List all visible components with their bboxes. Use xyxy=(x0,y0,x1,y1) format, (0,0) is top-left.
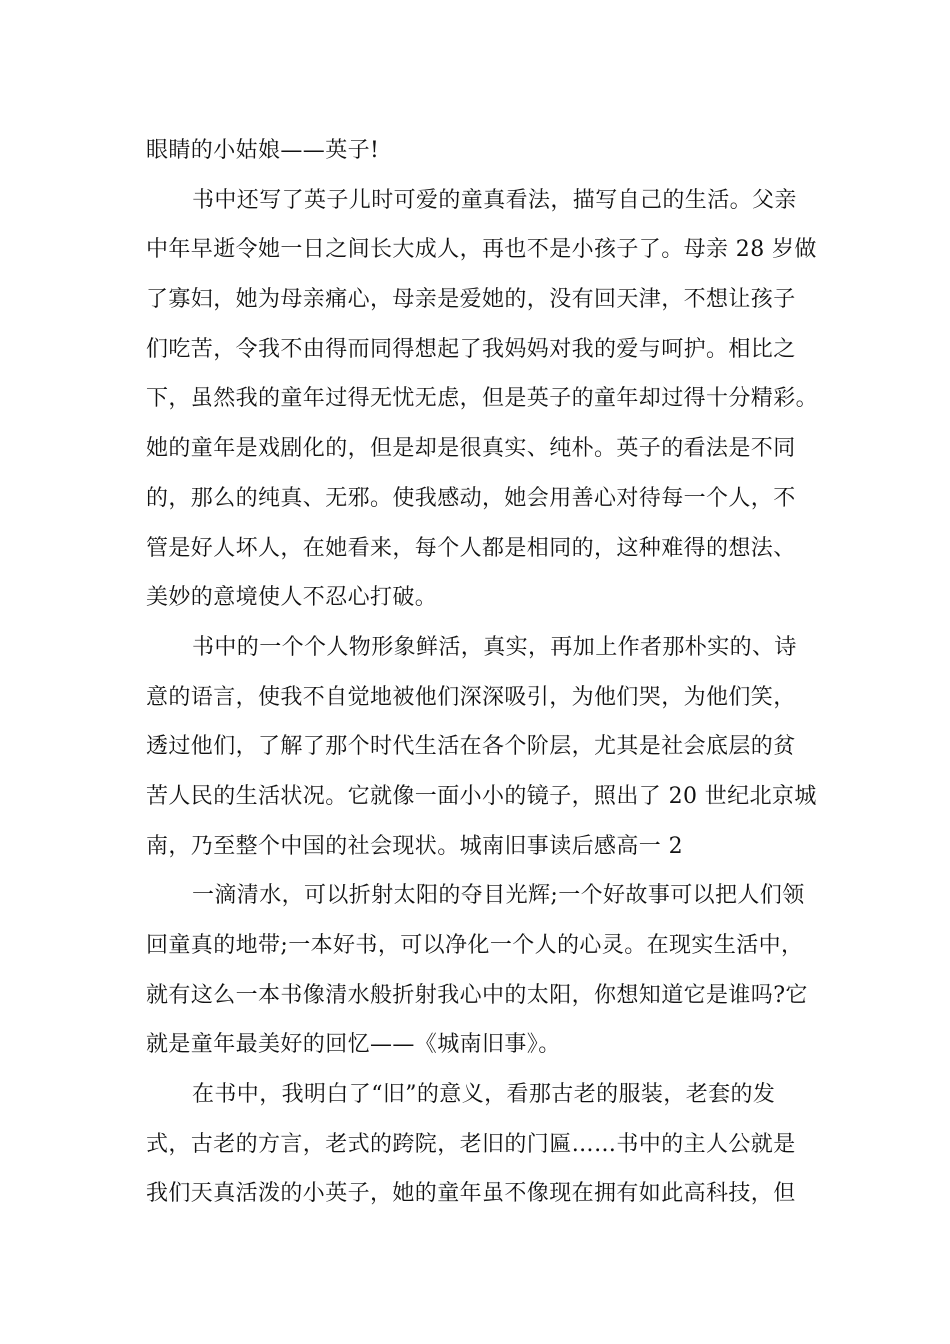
text-line: 南，乃至整个中国的社会现状。城南旧事读后感高一 2 xyxy=(146,833,683,859)
text-line: 了寡妇，她为母亲痛心，母亲是爱她的，没有回天津，不想让孩子 xyxy=(146,287,796,313)
text-line: 一滴清水，可以折射太阳的夺目光辉;一个好故事可以把人们领 xyxy=(192,883,805,909)
text-line: 美妙的意境使人不忍心打破。 xyxy=(146,585,438,611)
text-line: 在书中，我明白了“旧”的意义，看那古老的服装，老套的发 xyxy=(192,1082,776,1108)
text-line: 们吃苦，令我不由得而同得想起了我妈妈对我的爱与呵护。相比之 xyxy=(146,336,796,362)
text-line: 就是童年最美好的回忆——《城南旧事》。 xyxy=(146,1032,561,1058)
text-line: 就有这么一本书像清水般折射我心中的太阳，你想知道它是谁吗?它 xyxy=(146,982,808,1008)
text-line: 下，虽然我的童年过得无忧无虑，但是英子的童年却过得十分精彩。 xyxy=(146,386,819,412)
text-line: 透过他们，了解了那个时代生活在各个阶层，尤其是社会底层的贫 xyxy=(146,734,796,760)
text-line: 书中还写了英子儿时可爱的童真看法，描写自己的生活。父亲 xyxy=(192,187,797,213)
text-line: 管是好人坏人，在她看来，每个人都是相同的，这种难得的想法、 xyxy=(146,535,796,561)
text-line: 她的童年是戏剧化的，但是却是很真实、纯朴。英子的看法是不同 xyxy=(146,436,796,462)
text-line: 意的语言，使我不自觉地被他们深深吸引，为他们哭，为他们笑， xyxy=(146,684,796,710)
text-line: 我们天真活泼的小英子，她的童年虽不像现在拥有如此高科技，但 xyxy=(146,1181,796,1207)
text-line: 的，那么的纯真、无邪。使我感动，她会用善心对待每一个人，不 xyxy=(146,485,796,511)
text-line: 中年早逝令她一日之间长大成人，再也不是小孩子了。母亲 28 岁做 xyxy=(146,237,817,263)
text-line: 眼睛的小姑娘——英子! xyxy=(146,138,380,163)
text-line: 书中的一个个人物形象鲜活，真实，再加上作者那朴实的、诗 xyxy=(192,634,797,660)
text-line: 回童真的地带;一本好书，可以净化一个人的心灵。在现实生活中， xyxy=(146,933,804,958)
document-body xyxy=(146,126,819,1219)
text-line: 式，古老的方言，老式的跨院，老旧的门匾……书中的主人公就是 xyxy=(146,1131,796,1157)
text-line: 苦人民的生活状况。它就像一面小小的镜子，照出了 20 世纪北京城 xyxy=(146,783,817,809)
